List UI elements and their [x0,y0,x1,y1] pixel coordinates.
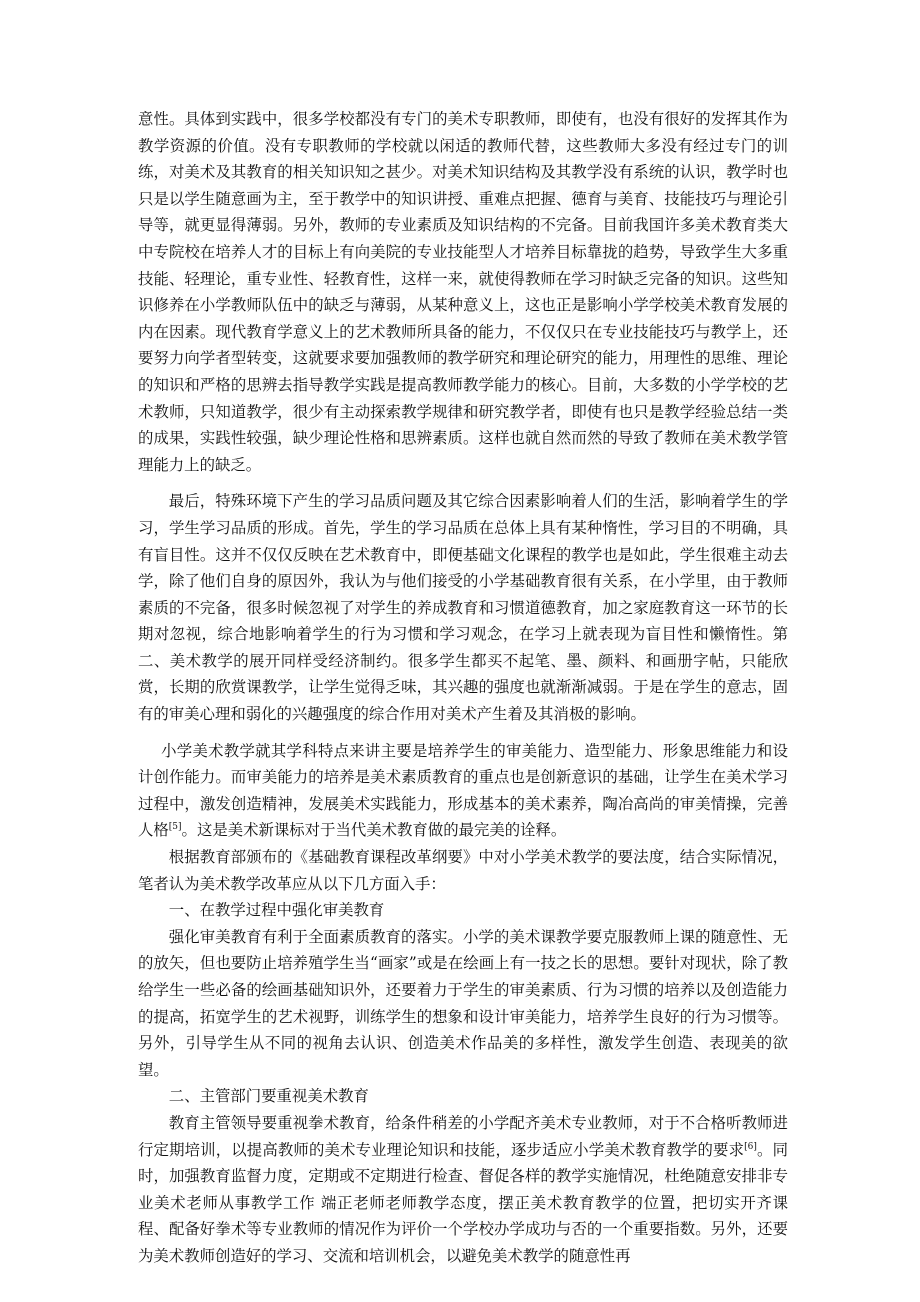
citation-ref: [5] [168,822,182,833]
document-page [138,106,788,1270]
paragraph-authority-attention [138,1110,788,1270]
paragraph-art-teaching-features [138,738,788,844]
section-heading-aesthetic-education: 一、在教学过程中强化审美教育 [168,901,385,920]
paragraph-text: 教育主管领导要重视拳术教育，给条件稍差的小学配齐美术专业教师，对于不合格听教师进行定期培训，以提高教师的美术专业理论知识和技能，逐步适应小学美术教育教学的要求 [138,1113,788,1159]
paragraph-aesthetic-education: 强化审美教育有利于全面素质教育的落实。小学的美术课教学要克服教师上课的随意性、无的放矢，但也要防止培养殖学生当“画家”或是在绘画上有一技之长的思想。要针对现状，除了教给学生一些必备的绘画基础知识外，还要着力于学生的审美素质、行为习惯的培养以及创造能力的提高，拓宽学生的艺术视野，训练学生的想象和设计审美能力，培养学生良好的行为习惯等。另外，引导学生从不同的视角去认识、创造美术作品美的多样性，激发学生创造、表现美的欲望。 [138,927,788,1079]
section-heading-authority-attention: 二、主管部门要重视美术教育 [168,1087,369,1106]
paragraph-learning-quality: 最后，特殊环境下产生的学习品质问题及其它综合因素影响着人们的生活，影响着学生的学习，学生学习品质的形成。首先，学生的学习品质在总体上具有某种惰性，学习目的不明确，具有盲目性。这并不仅仅反映在艺术教育中，即便基础文化课程的教学也是如此，学生很难主动去学，除了他们自身的原因外，我认为与他们接受的小学基础教育很有关系，在小学里，由于教师素质的不完备，很多时候忽视了对学生的养成教育和习惯道德教育，加之家庭教育这一环节的长期对忽视，综合地影响着学生的行为习惯和学习观念，在学习上就表现为盲目性和懒惰性。第二、美术教学的展开同样受经济制约。很多学生都买不起笔、墨、颜料、和画册字帖，只能欣赏，长期的欣赏课教学，让学生觉得乏味，其兴趣的强度也就渐渐减弱。于是在学生的意志，固有的审美心理和弱化的兴趣强度的综合作用对美术产生着及其消极的影响。 [138,492,788,724]
paragraph-tail: 。这是美术新课标对于当代美术教育做的最完美的诠释。 [181,821,567,840]
citation-ref: [6] [744,1141,757,1152]
paragraph-teacher-quality: 意性。具体到实践中，很多学校都没有专门的美术专职教师，即使有，也没有很好的发挥其作为教学资源的价值。没有专职教师的学校就以闲适的教师代替，这些教师大多没有经过专门的训练，对美术及其教育的相关知识知之甚少。对美术知识结构及其教学没有系统的认识，教学时也只是以学生随意画为主，至于教学中的知识讲授、重难点把握、德育与美育、技能技巧与理论引导等，就更显得薄弱。另外，教师的专业素质及知识结构的不完备。目前我国许多美术教育类大中专院校在培养人才的目标上有向美院的专业技能型人才培养目标靠拢的趋势，导致学生大多重技能、轻理论，重专业性、轻教育性，这样一来，就使得教师在学习时缺乏完备的知识。这些知识修养在小学教师队伍中的缺乏与薄弱，从某种意义上，这也正是影响小学学校美术教育发展的内在因素。现代教育学意义上的艺术教师所具备的能力，不仅仅只在专业技能技巧与教学上，还要努力向学者型转变，这就要求要加强教师的教学研究和理论研究的能力，用理性的思维、理论的知识和严格的思辨去指导教学实践是提高教师教学能力的核心。目前，大多数的小学学校的艺术教师，只知道教学，很少有主动探索教学规律和研究教学者，即使有也只是教学经验总结一类的成果，实践性较强，缺少理论性格和思辨素质。这样也就自然而然的导致了教师在美术教学管理能力上的缺乏。 [138,110,788,474]
paragraph-tail: 。同时，加强教育监督力度，定期或不定期进行检查、督促各样的教学实施情况，杜绝随意安排非专业美术老师从事教学工作 端正老师老师教学态度，摆正美术教育教学的位置，把切实开齐课程、配备好拳术等专业教师的情况作为评价一个学校办学成功与否的一个重要指数。另外，还要为美术教师创造好的学习、交流和培训机会，以避免美术教学的随意性再 [138,1140,788,1265]
paragraph-text: 小学美术教学就其学科特点来讲主要是培养学生的审美能力、造型能力、形象思维能力和设计创作能力。而审美能力的培养是美术素质教育的重点也是创新意识的基础，让学生在美术学习过程中，激发创造精神，发展美术实践能力，形成基本的美术素养，陶冶高尚的审美情操，完善人格 [138,741,788,840]
paragraph-reform-intro: 根据教育部颁布的《基础教育课程改革纲要》中对小学美术教学的要法度，结合实际情况，笔者认为美术教学改革应从以下几方面入手： [138,848,788,893]
